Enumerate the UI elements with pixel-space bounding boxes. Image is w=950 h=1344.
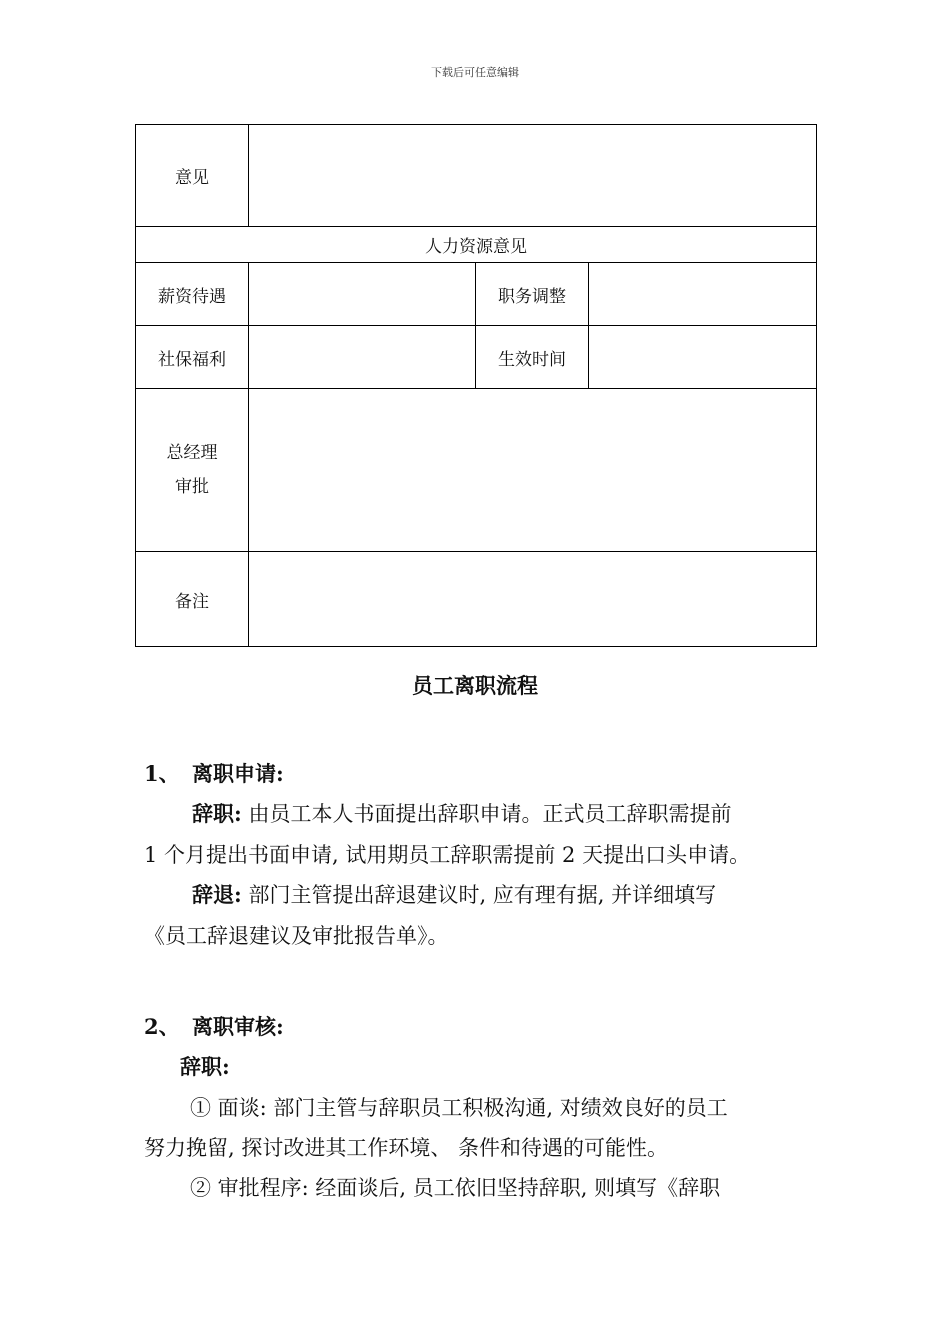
social-security-label: 社保福利 bbox=[136, 326, 249, 389]
section2-heading: 离职审核: bbox=[192, 1014, 284, 1039]
item1-line1: ① 面谈: 部门主管与辞职员工积极沟通, 对绩效良好的员工 bbox=[190, 1096, 728, 1120]
section2-resign-label: 辞职: bbox=[180, 1054, 230, 1079]
dismiss-label: 辞退: bbox=[192, 882, 242, 907]
section1-dismiss-paragraph bbox=[192, 880, 716, 910]
resign-label: 辞职: bbox=[192, 801, 242, 826]
page-header: 下载后可任意编辑 bbox=[431, 66, 519, 79]
approval-form-table bbox=[135, 124, 817, 647]
opinion-label: 意见 bbox=[136, 125, 249, 227]
item2-line1: ② 审批程序: 经面谈后, 员工依旧坚持辞职, 则填写《辞职 bbox=[190, 1176, 721, 1200]
remarks-label: 备注 bbox=[136, 552, 249, 647]
salary-label: 薪资待遇 bbox=[136, 263, 249, 326]
social-security-row bbox=[136, 326, 817, 389]
hr-opinion-heading: 人力资源意见 bbox=[136, 227, 817, 263]
position-adjust-label: 职务调整 bbox=[476, 263, 589, 326]
gm-approval-cell[interactable] bbox=[249, 389, 817, 552]
section2-number: 2、 bbox=[144, 1014, 180, 1039]
social-security-cell[interactable] bbox=[249, 326, 476, 389]
gm-label-line1: 总经理 bbox=[166, 443, 218, 463]
gm-approval-row bbox=[136, 389, 817, 552]
section1-heading: 离职申请: bbox=[192, 761, 284, 786]
resign-text-line1: 由员工本人书面提出辞职申请。正式员工辞职需提前 bbox=[248, 802, 732, 826]
item1-line2: 努力挽留, 探讨改进其工作环境、 条件和待遇的可能性。 bbox=[144, 1136, 669, 1160]
section1-number: 1、 bbox=[144, 761, 180, 786]
salary-row bbox=[136, 263, 817, 326]
dismiss-text-line1: 部门主管提出辞退建议时, 应有理有据, 并详细填写 bbox=[248, 883, 717, 907]
gm-label-line2: 审批 bbox=[175, 477, 209, 497]
gm-approval-label bbox=[136, 389, 249, 552]
document-title: 员工离职流程 bbox=[412, 673, 538, 698]
position-adjust-cell[interactable] bbox=[589, 263, 817, 326]
remarks-row bbox=[136, 552, 817, 647]
remarks-cell[interactable] bbox=[249, 552, 817, 647]
hr-opinion-row bbox=[136, 227, 817, 263]
section1-resign-paragraph bbox=[192, 799, 731, 829]
dismiss-text-line2: 《员工辞退建议及审批报告单》。 bbox=[144, 924, 449, 948]
opinion-cell[interactable] bbox=[249, 125, 817, 227]
resign-text-line2: 1 个月提出书面申请, 试用期员工辞职需提前 2 天提出口头申请。 bbox=[144, 843, 751, 867]
opinion-row bbox=[136, 125, 817, 227]
salary-cell[interactable] bbox=[249, 263, 476, 326]
effective-time-label: 生效时间 bbox=[476, 326, 589, 389]
effective-time-cell[interactable] bbox=[589, 326, 817, 389]
